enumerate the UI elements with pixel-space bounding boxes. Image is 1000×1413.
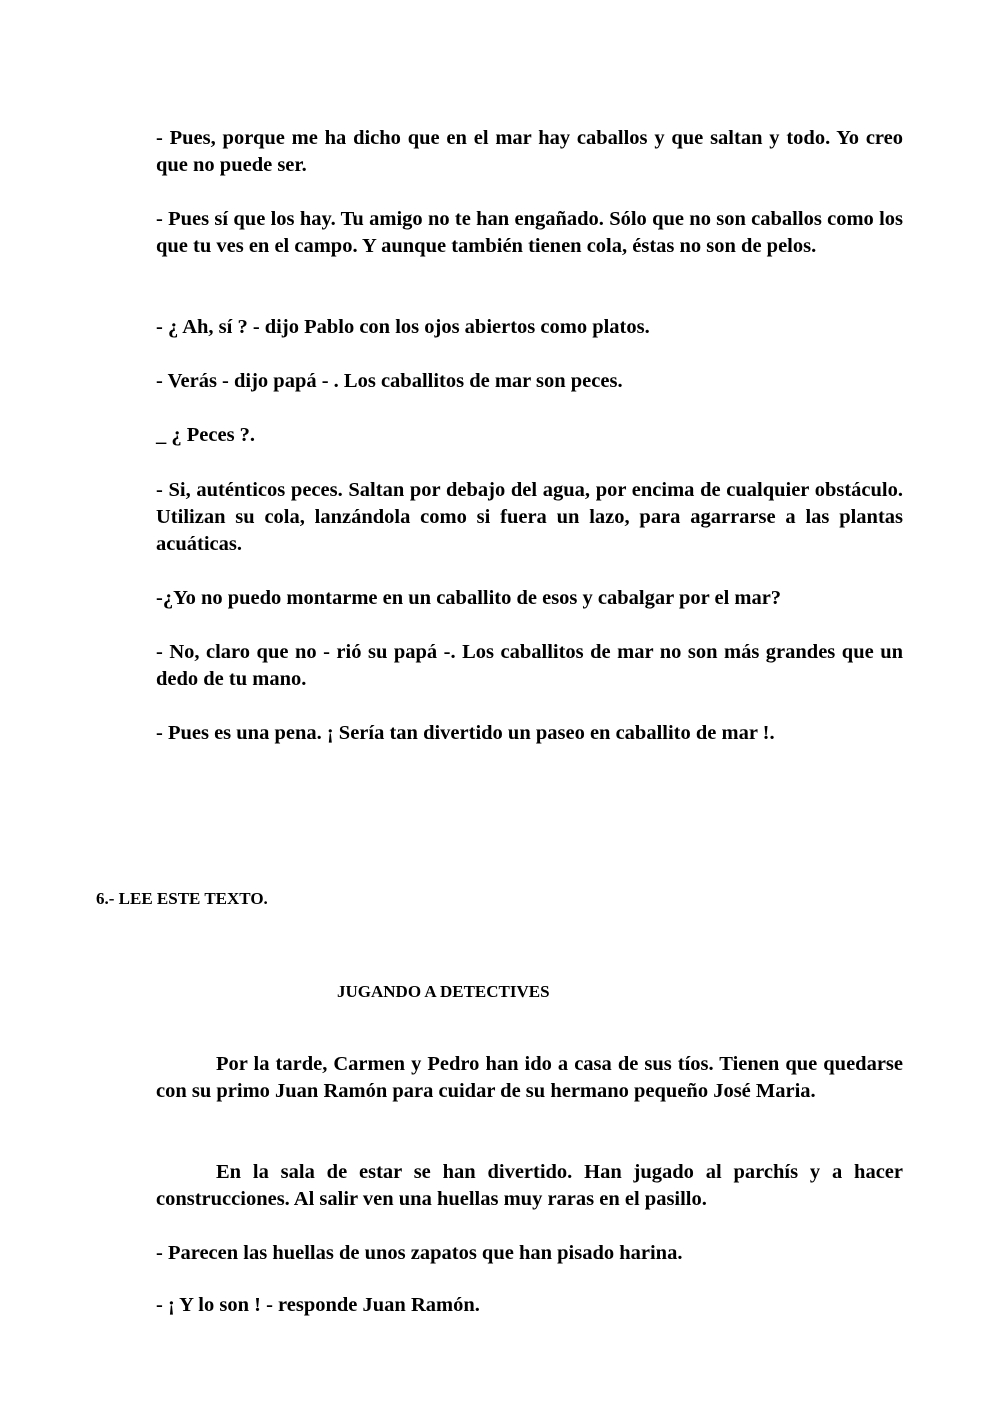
dialogue-paragraph-4: - Verás - dijo papá - . Los caballitos de mar son peces. — [156, 370, 623, 392]
story-paragraph-1: Por la tarde, Carmen y Pedro han ido a casa de sus tíos. Tienen que quedarse con su primo Juan Ramón para cuidar de su hermano pequeño José Maria. — [156, 1053, 903, 1102]
exercise-heading: 6.- LEE ESTE TEXTO. — [96, 889, 268, 908]
dialogue-paragraph-2: - Pues sí que los hay. Tu amigo no te han engañado. Sólo que no son caballos como los que tu ves en el campo. Y aunque también tienen cola, éstas no son de pelos. — [156, 208, 903, 257]
dialogue-paragraph-1: - Pues, porque me ha dicho que en el mar hay caballos y que saltan y todo. Yo creo que no puede ser. — [156, 127, 903, 176]
dialogue-paragraph-9: - Pues es una pena. ¡ Sería tan divertido un paseo en caballito de mar !. — [156, 722, 775, 744]
story-paragraph-3: - Parecen las huellas de unos zapatos que han pisado harina. — [156, 1242, 683, 1264]
dialogue-paragraph-7: -¿Yo no puedo montarme en un caballito de esos y cabalgar por el mar? — [156, 587, 782, 609]
dialogue-paragraph-6: - Si, auténticos peces. Saltan por debajo del agua, por encima de cualquier obstáculo. Utilizan su cola, lanzándola como si fuera un lazo, para agarrarse a las plantas acuáticas. — [156, 479, 903, 555]
dialogue-paragraph-5: _ ¿ Peces ?. — [156, 424, 256, 446]
story-title: JUGANDO A DETECTIVES — [337, 982, 550, 1001]
story-paragraph-2: En la sala de estar se han divertido. Han jugado al parchís y a hacer construcciones. Al salir ven una huellas muy raras en el pasillo. — [156, 1161, 903, 1210]
dialogue-paragraph-8: - No, claro que no - rió su papá -. Los caballitos de mar no son más grandes que un dedo de tu mano. — [156, 641, 903, 690]
story-paragraph-4: - ¡ Y lo son ! - responde Juan Ramón. — [156, 1294, 480, 1316]
dialogue-paragraph-3: - ¿ Ah, sí ? - dijo Pablo con los ojos abiertos como platos. — [156, 316, 650, 338]
